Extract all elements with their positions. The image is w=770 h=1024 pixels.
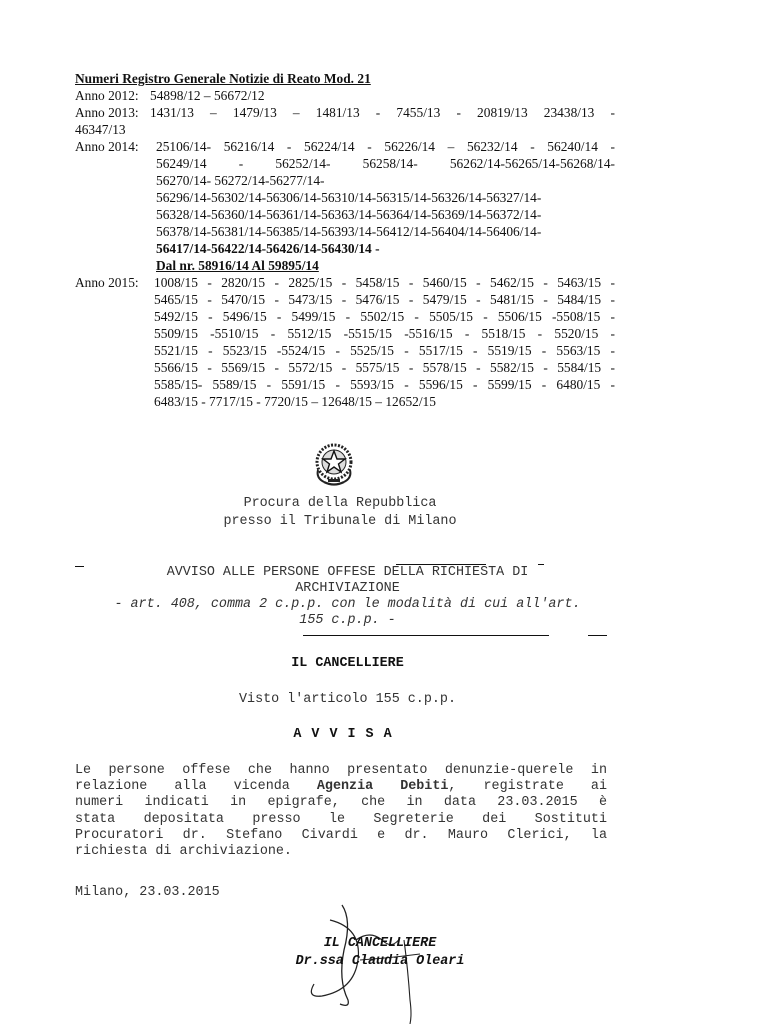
year-label: Anno 2014: xyxy=(75,139,139,154)
registry-entry: 56249/14 - 56252/14- 56258/14- 56262/14-56265/14-56268/14- xyxy=(156,156,615,171)
body-line: Procuratori dr. Stefano Civardi e dr. Mauro Clerici, la xyxy=(75,827,607,843)
year-label: Anno 2013: xyxy=(75,105,139,120)
registry-entry: 1431/13 – 1479/13 – 1481/13 - 7455/13 - 20819/13 23438/13 - xyxy=(150,105,615,120)
registry-entry: 56328/14-56360/14-56361/14-56363/14-56364/14-56369/14-56372/14- xyxy=(156,207,542,222)
avvisa-title: AVVISA xyxy=(293,727,402,742)
registry-heading: Numeri Registro Generale Notizie di Reato Mod. 21 xyxy=(75,71,371,86)
notice-body xyxy=(75,763,607,860)
registry-entry: 5492/15 - 5496/15 - 5499/15 - 5502/15 - 5505/15 - 5506/15 -5508/15 - xyxy=(154,309,615,324)
registry-block xyxy=(75,70,615,410)
body-line: numeri indicati in epigrafe, che in data 23.03.2015 è xyxy=(75,795,607,811)
signature-name: Dr.ssa Claudia Oleari xyxy=(295,954,465,969)
decor-rule xyxy=(303,635,549,636)
registry-entry: 54898/12 – 56672/12 xyxy=(150,88,265,103)
place-date: Milano, 23.03.2015 xyxy=(75,885,220,900)
registry-entry: 6483/15 - 7717/15 - 7720/15 – 12648/15 – 12652/15 xyxy=(154,394,436,409)
office-line-2: presso il Tribunale di Milano xyxy=(223,514,457,529)
registry-entry: 5566/15 - 5569/15 - 5572/15 - 5575/15 - 5578/15 - 5582/15 - 5584/15 - xyxy=(154,360,615,375)
registry-entry: 5521/15 - 5523/15 -5524/15 - 5525/15 - 5517/15 - 5519/15 - 5563/15 - xyxy=(154,343,615,358)
signature-block xyxy=(250,935,510,971)
body-line xyxy=(75,779,607,795)
decor-rule xyxy=(588,635,607,636)
registry-entry: 56417/14-56422/14-56426/14-56430/14 - xyxy=(156,241,380,256)
year-label: Anno 2015: xyxy=(75,275,139,290)
body-text-fragment: , registrate ai xyxy=(448,779,607,795)
body-line: richiesta di archiviazione. xyxy=(75,844,292,860)
registry-entry: 5465/15 - 5470/15 - 5473/15 - 5476/15 - 5479/15 - 5481/15 - 5484/15 - xyxy=(154,292,615,307)
year-row-2013 xyxy=(75,104,615,138)
agency-name: Agenzia Debiti xyxy=(316,779,449,795)
registry-entry: 46347/13 xyxy=(75,122,126,137)
notice-line-2: ARCHIVIAZIONE xyxy=(295,581,400,596)
notice-line-3: - art. 408, comma 2 c.p.p. con le modalità di cui all'art. xyxy=(114,597,581,612)
year-row-2015 xyxy=(75,274,615,410)
body-text-fragment: relazione alla vicenda xyxy=(75,779,317,795)
registry-entry: 25106/14- 56216/14 - 56224/14 - 56226/14 – 56232/14 - 56240/14 - xyxy=(156,139,615,154)
year-label: Anno 2012: xyxy=(75,88,139,103)
registry-entry: 1008/15 - 2820/15 - 2825/15 - 5458/15 - 5460/15 - 5462/15 - 5463/15 - xyxy=(154,275,615,290)
registry-range: Dal nr. 58916/14 Al 59895/14 xyxy=(156,258,319,273)
year-row-2012 xyxy=(75,87,615,104)
registry-entry: 5585/15- 5589/15 - 5591/15 - 5593/15 - 5596/15 - 5599/15 - 6480/15 - xyxy=(154,377,615,392)
registry-entry: 56378/14-56381/14-56385/14-56393/14-56412/14-56404/14-56406/14- xyxy=(156,224,542,239)
year-row-2014 xyxy=(75,138,615,274)
registry-entry: 56270/14- 56272/14-56277/14- xyxy=(156,173,325,188)
registry-entry: 56296/14-56302/14-56306/14-56310/14-56315/14-56326/14-56327/14- xyxy=(156,190,542,205)
signature-title: IL CANCELLIERE xyxy=(323,936,437,951)
notice-line-4: 155 c.p.p. - xyxy=(299,613,396,628)
visto-line: Visto l'articolo 155 c.p.p. xyxy=(239,692,456,707)
office-line-1: Procura della Repubblica xyxy=(243,496,437,511)
office-header xyxy=(150,495,530,531)
registry-entry: 5509/15 -5510/15 - 5512/15 -5515/15 -5516/15 - 5518/15 - 5520/15 - xyxy=(154,326,615,341)
italian-republic-emblem-icon xyxy=(312,440,356,486)
cancelliere-title: IL CANCELLIERE xyxy=(291,656,404,671)
body-line: stata depositata presso le Segreterie dei Sostituti xyxy=(75,811,607,827)
notice-line-1: AVVISO ALLE PERSONE OFFESE DELLA RICHIESTA DI xyxy=(166,565,529,580)
notice-title xyxy=(75,565,620,629)
body-line: Le persone offese che hanno presentato denunzie-querele in xyxy=(75,763,607,778)
